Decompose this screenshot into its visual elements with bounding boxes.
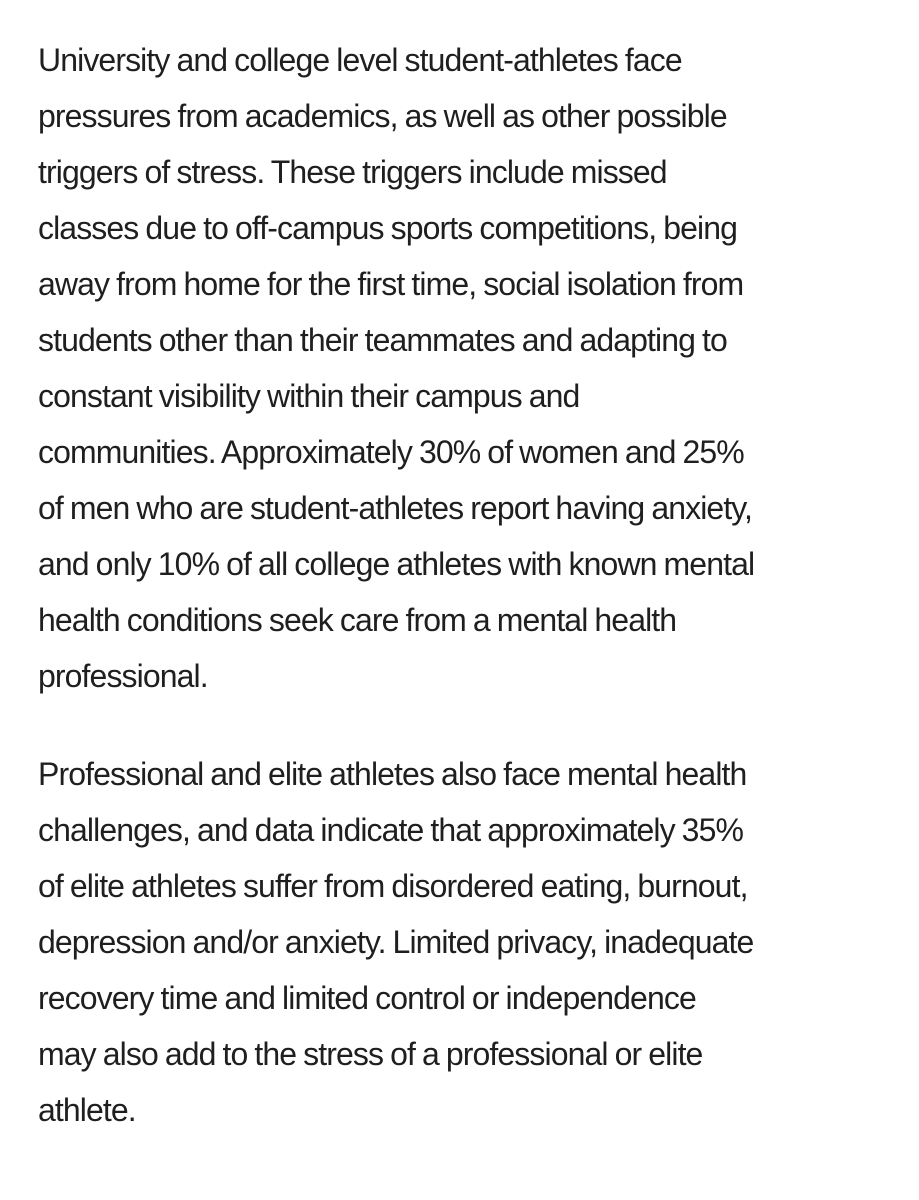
text-line: away from home for the first time, social isolation from (38, 266, 744, 302)
text-line: challenges, and data indicate that approximately 35% (38, 812, 744, 848)
text-line: depression and/or anxiety. Limited privacy, inadequate (38, 924, 754, 960)
text-line: constant visibility within their campus and (38, 378, 580, 414)
paragraph-elite-athletes (38, 746, 888, 1138)
text-line: pressures from academics, as well as other possible (38, 98, 727, 134)
text-line: recovery time and limited control or independence (38, 980, 696, 1016)
text-line: of elite athletes suffer from disordered eating, burnout, (38, 868, 748, 904)
text-line: Professional and elite athletes also face mental health (38, 756, 747, 792)
text-line: of men who are student-athletes report having anxiety, (38, 490, 753, 526)
text-line: students other than their teammates and adapting to (38, 322, 727, 358)
text-line: may also add to the stress of a professional or elite (38, 1036, 703, 1072)
text-line: triggers of stress. These triggers include missed (38, 154, 667, 190)
text-line: University and college level student-athletes face (38, 42, 682, 78)
text-line: health conditions seek care from a mental health (38, 602, 677, 638)
text-line: classes due to off-campus sports competitions, being (38, 210, 737, 246)
text-line: athlete. (38, 1092, 136, 1128)
text-line: professional. (38, 658, 208, 694)
article-body (38, 32, 888, 1180)
paragraph-student-athletes (38, 32, 888, 704)
text-line: communities. Approximately 30% of women and 25% (38, 434, 744, 470)
text-line: and only 10% of all college athletes with known mental (38, 546, 755, 582)
